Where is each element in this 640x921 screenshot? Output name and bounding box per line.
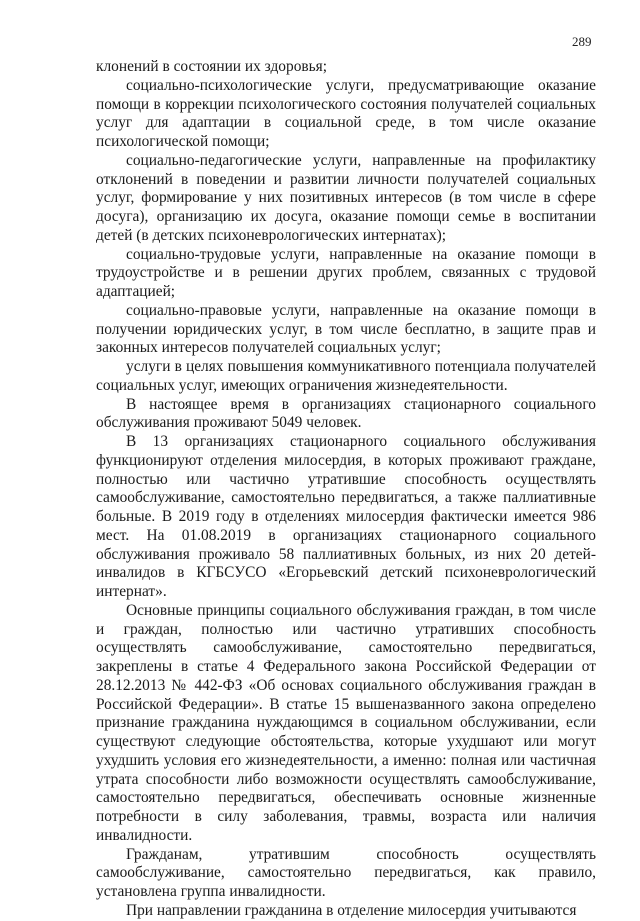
paragraph: Гражданам, утратившим способность осуществлять самообслуживание, самостоятельно передвигаться, как правило, установлена группа инвалидности. <box>96 845 596 900</box>
paragraph: В настоящее время в организациях стационарного социального обслуживания проживают 5049 человек. <box>96 395 596 432</box>
paragraph: В 13 организациях стационарного социального обслуживания функционируют отделения милосердия, в которых проживают граждане, полностью или частично утратившие способность осуществлять самообслуживание, самостоятельно передвигаться, а также паллиативные больные. В 2019 году в отделениях милосердия фактически имеется 986 мест. На 01.08.2019 в организациях стационарного социального обслуживания проживало 58 паллиативных больных, из них 20 детей-инвалидов в КГБСУСО «Егорьевский детский психоневрологический интернат». <box>96 433 596 600</box>
paragraph: При направлении гражданина в отделение милосердия учитываются <box>126 901 577 919</box>
paragraph: услуги в целях повышения коммуникативного потенциала получателей социальных услуг, имеющих ограничения жизнедеятельности. <box>96 358 596 394</box>
paragraph: Основные принципы социального обслуживания граждан, в том числе и граждан, полностью или частично утративших способность осуществлять самообслуживание, самостоятельно передвигаться, закреплены в статье 4 Федерального закона Российской Федерации от 28.12.2013 № 442-ФЗ «Об основах социального обслуживания граждан в Российской Федерации». В статье 15 вышеназванного закона определено признание гражданина нуждающимся в социальном обслуживании, если существуют следующие обстоятельства, которые ухудшают или могут ухудшить условия его жизнедеятельности, а именно: полная или частичная утрата способности либо возможности осуществлять самообслуживание, самостоятельно передвигаться, обеспечивать основные жизненные потребности в силу заболевания, травмы, возраста или наличия инвалидности. <box>96 601 596 844</box>
page-number: 289 <box>572 34 592 49</box>
paragraph: клонений в состоянии их здоровья; <box>96 58 328 75</box>
paragraph: социально-психологические услуги, предусматривающие оказание помощи в коррекции психологического состояния получателей социальных услуг для адаптации в социальной среде, в том числе оказание психологической помощи; <box>96 76 596 150</box>
paragraph: социально-трудовые услуги, направленные на оказание помощи в трудоустройстве и в решении других проблем, связанных с трудовой адаптацией; <box>96 245 596 300</box>
paragraph: социально-педагогические услуги, направленные на профилактику отклонений в поведении и развитии личности получателей социальных услуг, формирование у них позитивных интересов (в том числе в сфере досуга), организацию их досуга, оказание помощи семье в воспитании детей (в детских психоневрологических интернатах); <box>96 151 596 244</box>
paragraph: социально-правовые услуги, направленные на оказание помощи в получении юридических услуг, в том числе бесплатно, в защите прав и законных интересов получателей социальных услуг; <box>96 301 596 357</box>
body-text <box>96 58 596 921</box>
